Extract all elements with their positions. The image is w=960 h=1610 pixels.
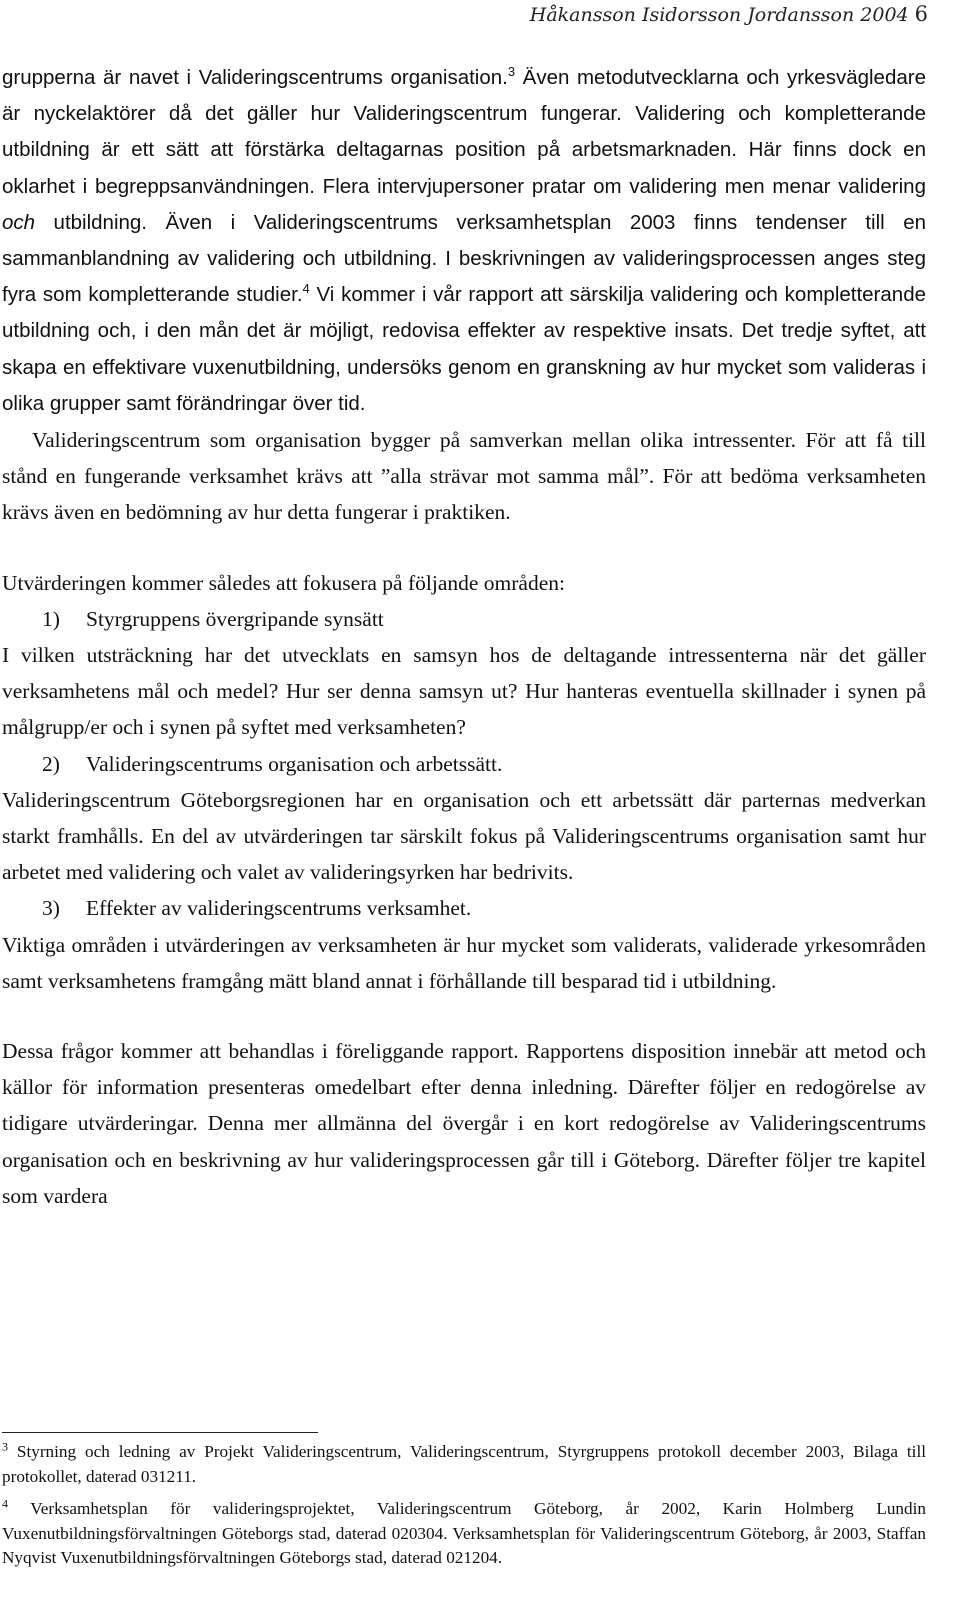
running-title: Håkansson Isidorsson Jordansson 2004 (529, 4, 909, 26)
focus-area-text: Valideringscentrum Göteborgsregionen har en organisation och ett arbetssätt där parternas medverkan starkt framhålls. En del av utvärderingen tar särskilt fokus på Valideringscentrums organisation samt hur arbetet med validering och valet av valideringsyrken har bedrivits. (2, 787, 926, 885)
focus-area-title: Effekter av valideringscentrums verksamhet. (86, 896, 472, 921)
page-number: 6 (914, 2, 928, 26)
closing-paragraph: Dessa frågor kommer att behandlas i föreliggande rapport. Rapportens disposition innebär att metod och källor för information presenteras omedelbart efter denna inledning. Därefter följer en redogörelse av tidigare utvärderingar. Denna mer allmänna del övergår i en kort redogörelse av Valideringscentrums organisation och en beskrivning av hur valideringsprocessen går till i Göteborg. Därefter följer tre kapitel som vardera (2, 1039, 926, 1208)
footnote-marker: 3 (2, 1439, 8, 1454)
paragraph-1-part-4: Vi kommer i vår rapport att särskilja validering och kompletterande utbildning och, i den mån det är möjligt, redovisa effekter av respektive insats. Det tredje syftet, att skapa en effektivare vuxenutbildning, undersöks genom en granskning av hur mycket som valideras i olika grupper samt förändringar över tid. (2, 283, 926, 415)
paragraph-1-part-3: utbildning. Även i Valideringscentrums verksamhetsplan 2003 finns tendenser till en sammanblandning av validering och utbildning. I beskrivningen av valideringsprocessen anges steg fyra som kompletterande studier. (2, 210, 926, 307)
footnotes (2, 1440, 926, 1571)
focus-area-heading (2, 746, 926, 782)
paragraph-1 (2, 60, 926, 422)
paragraph-2: Valideringscentrum som organisation bygger på samverkan mellan olika intressenter. För att få till stånd en fungerande verksamhet krävs att ”alla strävar mot samma mål”. För att bedöma verksamheten krävs även en bedömning av hur detta fungerar i praktiken. (2, 428, 926, 525)
footnote-3 (2, 1440, 926, 1489)
focus-area-text: I vilken utsträckning har det utvecklats en samsyn hos de deltagande intressenterna när det gäller verksamhetens mål och medel? Hur ser denna samsyn ut? Hur hanteras eventuella skillnader i synen på målgrupp/er och i synen på syftet med verksamheten? (2, 643, 926, 740)
footnote-4 (2, 1497, 926, 1571)
focus-area-heading (2, 601, 926, 637)
body-text (2, 60, 926, 1214)
paragraph-gap (2, 999, 926, 1033)
focus-area-title: Valideringscentrums organisation och arbetssätt. (86, 751, 503, 776)
focus-area-number: 3) (42, 896, 60, 921)
footnote-ref-4[interactable]: 4 (302, 281, 310, 297)
footnote-ref-3[interactable]: 3 (507, 64, 516, 80)
footnote-text: Verksamhetsplan för valideringsprojektet, Valideringscentrum Göteborg, år 2002, Karin Holmberg Lundin Vuxenutbildningsförvaltningen Göteborgs stad, daterad 020304. Verksamhetsplan för Valideringscentrum Göteborg, år 2003, Staffan Nyqvist Vuxenutbildningsförvaltningen Göteborgs stad, daterad 021204. (2, 1499, 926, 1567)
footnote-marker: 4 (2, 1496, 8, 1511)
paragraph-gap (2, 531, 926, 565)
focus-area-number: 2) (42, 751, 60, 776)
focus-area-heading (2, 890, 926, 926)
focus-intro: Utvärderingen kommer således att fokusera på följande områden: (2, 570, 565, 595)
focus-area-text: Viktiga områden i utvärderingen av verksamheten är hur mycket som validerats, validerade yrkesområden samt verksamhetens framgång mätt bland annat i förhållande till besparad tid i utbildning. (2, 932, 926, 993)
running-header (530, 0, 928, 28)
paragraph-1-part-1: grupperna är navet i Valideringscentrums organisation. (2, 66, 508, 89)
footnote-divider (2, 1432, 318, 1433)
focus-area-number: 1) (42, 606, 60, 631)
focus-area-title: Styrgruppens övergripande synsätt (86, 606, 384, 631)
footnote-text: Styrning och ledning av Projekt Valideringscentrum, Valideringscentrum, Styrgruppens protokoll december 2003, Bilaga till protokollet, daterad 031211. (2, 1442, 926, 1486)
paragraph-1-part-2: Även metodutvecklarna och yrkesvägledare är nyckelaktörer då det gäller hur Valideringscentrum fungerar. Validering och kompletterande utbildning är ett sätt att förstärka deltagarnas position på arbetsmarknaden. Här finns dock en oklarhet i begreppsanvändningen. Flera intervjupersoner pratar om validering men menar validering (2, 66, 926, 198)
paragraph-1-italic: och (2, 210, 36, 234)
